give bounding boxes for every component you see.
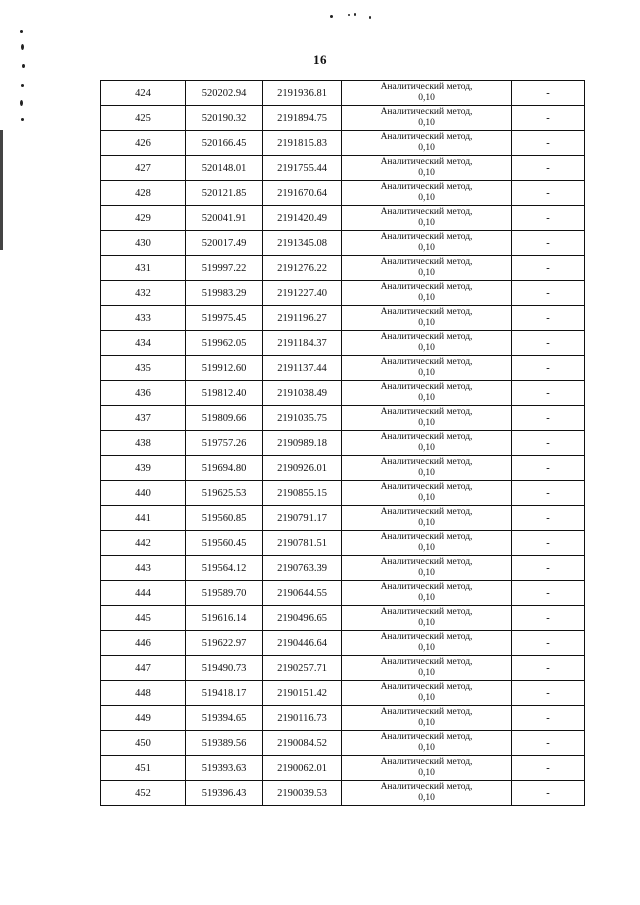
- y-coordinate: 2190763.39: [263, 556, 342, 581]
- method-label: Аналитический метод,: [380, 432, 473, 442]
- table-row: [101, 481, 585, 506]
- accuracy-value: 0,10: [418, 668, 435, 678]
- method-label: Аналитический метод,: [380, 282, 473, 292]
- table-row: [101, 381, 585, 406]
- table-row: [101, 256, 585, 281]
- y-coordinate: 2191755.44: [263, 156, 342, 181]
- note-cell: -: [512, 81, 585, 106]
- note-cell: -: [512, 606, 585, 631]
- y-coordinate: 2190855.15: [263, 481, 342, 506]
- table-row: [101, 631, 585, 656]
- method-label: Аналитический метод,: [380, 607, 473, 617]
- note-cell: -: [512, 706, 585, 731]
- scan-speck: [20, 100, 23, 106]
- method-label: Аналитический метод,: [380, 82, 473, 92]
- accuracy-value: 0,10: [418, 443, 435, 453]
- point-number: 443: [101, 556, 186, 581]
- point-number: 435: [101, 356, 186, 381]
- scan-speck: [330, 15, 333, 18]
- accuracy-value: 0,10: [418, 218, 435, 228]
- note-cell: -: [512, 631, 585, 656]
- y-coordinate: 2191815.83: [263, 131, 342, 156]
- y-coordinate: 2190257.71: [263, 656, 342, 681]
- x-coordinate: 519962.05: [186, 331, 263, 356]
- accuracy-value: 0,10: [418, 593, 435, 603]
- accuracy-value: 0,10: [418, 468, 435, 478]
- y-coordinate: 2190062.01: [263, 756, 342, 781]
- table-row: [101, 156, 585, 181]
- x-coordinate: 519589.70: [186, 581, 263, 606]
- method-cell: [342, 256, 512, 281]
- table-row: [101, 306, 585, 331]
- x-coordinate: 519560.45: [186, 531, 263, 556]
- method-label: Аналитический метод,: [380, 307, 473, 317]
- method-label: Аналитический метод,: [380, 557, 473, 567]
- method-cell: [342, 181, 512, 206]
- point-number: 438: [101, 431, 186, 456]
- table-row: [101, 406, 585, 431]
- method-label: Аналитический метод,: [380, 232, 473, 242]
- y-coordinate: 2191184.37: [263, 331, 342, 356]
- method-label: Аналитический метод,: [380, 682, 473, 692]
- point-number: 444: [101, 581, 186, 606]
- x-coordinate: 519975.45: [186, 306, 263, 331]
- accuracy-value: 0,10: [418, 493, 435, 503]
- point-number: 424: [101, 81, 186, 106]
- note-cell: -: [512, 756, 585, 781]
- table-row: [101, 531, 585, 556]
- x-coordinate: 520041.91: [186, 206, 263, 231]
- accuracy-value: 0,10: [418, 543, 435, 553]
- method-label: Аналитический метод,: [380, 257, 473, 267]
- method-cell: [342, 656, 512, 681]
- y-coordinate: 2190989.18: [263, 431, 342, 456]
- x-coordinate: 519809.66: [186, 406, 263, 431]
- method-cell: [342, 631, 512, 656]
- point-number: 440: [101, 481, 186, 506]
- accuracy-value: 0,10: [418, 518, 435, 528]
- method-label: Аналитический метод,: [380, 707, 473, 717]
- note-cell: -: [512, 431, 585, 456]
- x-coordinate: 519560.85: [186, 506, 263, 531]
- table-row: [101, 131, 585, 156]
- table-row: [101, 581, 585, 606]
- table-row: [101, 706, 585, 731]
- note-cell: -: [512, 581, 585, 606]
- point-number: 452: [101, 781, 186, 806]
- y-coordinate: 2191196.27: [263, 306, 342, 331]
- method-cell: [342, 206, 512, 231]
- accuracy-value: 0,10: [418, 168, 435, 178]
- accuracy-value: 0,10: [418, 393, 435, 403]
- method-label: Аналитический метод,: [380, 632, 473, 642]
- note-cell: -: [512, 131, 585, 156]
- note-cell: -: [512, 156, 585, 181]
- table-row: [101, 781, 585, 806]
- method-label: Аналитический метод,: [380, 657, 473, 667]
- y-coordinate: 2190644.55: [263, 581, 342, 606]
- x-coordinate: 519912.60: [186, 356, 263, 381]
- method-cell: [342, 431, 512, 456]
- method-label: Аналитический метод,: [380, 357, 473, 367]
- note-cell: -: [512, 656, 585, 681]
- y-coordinate: 2191137.44: [263, 356, 342, 381]
- accuracy-value: 0,10: [418, 618, 435, 628]
- x-coordinate: 519616.14: [186, 606, 263, 631]
- accuracy-value: 0,10: [418, 93, 435, 103]
- point-number: 427: [101, 156, 186, 181]
- x-coordinate: 519983.29: [186, 281, 263, 306]
- method-cell: [342, 231, 512, 256]
- method-cell: [342, 131, 512, 156]
- x-coordinate: 520202.94: [186, 81, 263, 106]
- table-row: [101, 681, 585, 706]
- accuracy-value: 0,10: [418, 118, 435, 128]
- note-cell: -: [512, 556, 585, 581]
- method-cell: [342, 756, 512, 781]
- accuracy-value: 0,10: [418, 193, 435, 203]
- y-coordinate: 2190084.52: [263, 731, 342, 756]
- method-label: Аналитический метод,: [380, 207, 473, 217]
- x-coordinate: 520166.45: [186, 131, 263, 156]
- table-row: [101, 506, 585, 531]
- x-coordinate: 519625.53: [186, 481, 263, 506]
- accuracy-value: 0,10: [418, 343, 435, 353]
- x-coordinate: 519812.40: [186, 381, 263, 406]
- accuracy-value: 0,10: [418, 693, 435, 703]
- point-number: 437: [101, 406, 186, 431]
- scan-speck: [21, 44, 24, 50]
- method-label: Аналитический метод,: [380, 157, 473, 167]
- method-label: Аналитический метод,: [380, 582, 473, 592]
- table-row: [101, 281, 585, 306]
- method-label: Аналитический метод,: [380, 332, 473, 342]
- note-cell: -: [512, 456, 585, 481]
- point-number: 429: [101, 206, 186, 231]
- scan-speck: [348, 14, 350, 16]
- accuracy-value: 0,10: [418, 143, 435, 153]
- method-label: Аналитический метод,: [380, 132, 473, 142]
- accuracy-value: 0,10: [418, 318, 435, 328]
- table-row: [101, 331, 585, 356]
- y-coordinate: 2191345.08: [263, 231, 342, 256]
- method-cell: [342, 681, 512, 706]
- note-cell: -: [512, 306, 585, 331]
- point-number: 436: [101, 381, 186, 406]
- method-cell: [342, 506, 512, 531]
- method-cell: [342, 581, 512, 606]
- point-number: 425: [101, 106, 186, 131]
- method-label: Аналитический метод,: [380, 457, 473, 467]
- point-number: 449: [101, 706, 186, 731]
- point-number: 450: [101, 731, 186, 756]
- method-label: Аналитический метод,: [380, 382, 473, 392]
- table-row: [101, 606, 585, 631]
- y-coordinate: 2191936.81: [263, 81, 342, 106]
- table-row: [101, 731, 585, 756]
- note-cell: -: [512, 481, 585, 506]
- method-label: Аналитический метод,: [380, 407, 473, 417]
- y-coordinate: 2190039.53: [263, 781, 342, 806]
- point-number: 448: [101, 681, 186, 706]
- method-cell: [342, 456, 512, 481]
- method-cell: [342, 381, 512, 406]
- table-row: [101, 756, 585, 781]
- method-cell: [342, 731, 512, 756]
- point-number: 432: [101, 281, 186, 306]
- y-coordinate: 2190116.73: [263, 706, 342, 731]
- y-coordinate: 2190446.64: [263, 631, 342, 656]
- method-cell: [342, 306, 512, 331]
- x-coordinate: 520148.01: [186, 156, 263, 181]
- y-coordinate: 2190791.17: [263, 506, 342, 531]
- x-coordinate: 520017.49: [186, 231, 263, 256]
- x-coordinate: 519622.97: [186, 631, 263, 656]
- y-coordinate: 2191670.64: [263, 181, 342, 206]
- method-cell: [342, 406, 512, 431]
- x-coordinate: 519389.56: [186, 731, 263, 756]
- y-coordinate: 2191227.40: [263, 281, 342, 306]
- coordinates-table: [100, 80, 585, 806]
- method-cell: [342, 331, 512, 356]
- accuracy-value: 0,10: [418, 718, 435, 728]
- table-row: [101, 231, 585, 256]
- method-cell: [342, 481, 512, 506]
- x-coordinate: 519490.73: [186, 656, 263, 681]
- note-cell: -: [512, 731, 585, 756]
- page-number: 16: [313, 52, 327, 67]
- accuracy-value: 0,10: [418, 768, 435, 778]
- scan-speck: [21, 84, 24, 87]
- x-coordinate: 519396.43: [186, 781, 263, 806]
- x-coordinate: 519564.12: [186, 556, 263, 581]
- point-number: 439: [101, 456, 186, 481]
- method-cell: [342, 531, 512, 556]
- point-number: 446: [101, 631, 186, 656]
- note-cell: -: [512, 181, 585, 206]
- note-cell: -: [512, 781, 585, 806]
- point-number: 451: [101, 756, 186, 781]
- method-label: Аналитический метод,: [380, 532, 473, 542]
- method-cell: [342, 106, 512, 131]
- y-coordinate: 2190496.65: [263, 606, 342, 631]
- y-coordinate: 2190781.51: [263, 531, 342, 556]
- accuracy-value: 0,10: [418, 243, 435, 253]
- method-cell: [342, 81, 512, 106]
- method-label: Аналитический метод,: [380, 482, 473, 492]
- y-coordinate: 2190926.01: [263, 456, 342, 481]
- table-row: [101, 556, 585, 581]
- note-cell: -: [512, 106, 585, 131]
- x-coordinate: 519393.63: [186, 756, 263, 781]
- x-coordinate: 519694.80: [186, 456, 263, 481]
- point-number: 428: [101, 181, 186, 206]
- note-cell: -: [512, 281, 585, 306]
- accuracy-value: 0,10: [418, 743, 435, 753]
- table-row: [101, 356, 585, 381]
- y-coordinate: 2191038.49: [263, 381, 342, 406]
- table-row: [101, 106, 585, 131]
- note-cell: -: [512, 231, 585, 256]
- accuracy-value: 0,10: [418, 268, 435, 278]
- x-coordinate: 519997.22: [186, 256, 263, 281]
- method-cell: [342, 706, 512, 731]
- note-cell: -: [512, 506, 585, 531]
- note-cell: -: [512, 531, 585, 556]
- point-number: 445: [101, 606, 186, 631]
- x-coordinate: 520190.32: [186, 106, 263, 131]
- method-cell: [342, 356, 512, 381]
- scan-speck: [369, 16, 371, 19]
- method-cell: [342, 781, 512, 806]
- note-cell: -: [512, 331, 585, 356]
- note-cell: -: [512, 681, 585, 706]
- table-row: [101, 456, 585, 481]
- point-number: 431: [101, 256, 186, 281]
- scan-speck: [21, 118, 24, 121]
- scan-speck: [354, 13, 356, 16]
- point-number: 433: [101, 306, 186, 331]
- accuracy-value: 0,10: [418, 293, 435, 303]
- point-number: 447: [101, 656, 186, 681]
- method-cell: [342, 156, 512, 181]
- scan-speck: [20, 30, 23, 33]
- table-row: [101, 656, 585, 681]
- method-cell: [342, 281, 512, 306]
- y-coordinate: 2190151.42: [263, 681, 342, 706]
- note-cell: -: [512, 381, 585, 406]
- note-cell: -: [512, 256, 585, 281]
- point-number: 426: [101, 131, 186, 156]
- method-cell: [342, 606, 512, 631]
- scan-edge: [0, 130, 3, 250]
- accuracy-value: 0,10: [418, 418, 435, 428]
- accuracy-value: 0,10: [418, 568, 435, 578]
- table-row: [101, 81, 585, 106]
- method-label: Аналитический метод,: [380, 757, 473, 767]
- method-label: Аналитический метод,: [380, 107, 473, 117]
- accuracy-value: 0,10: [418, 368, 435, 378]
- y-coordinate: 2191276.22: [263, 256, 342, 281]
- point-number: 434: [101, 331, 186, 356]
- y-coordinate: 2191894.75: [263, 106, 342, 131]
- method-label: Аналитический метод,: [380, 507, 473, 517]
- method-cell: [342, 556, 512, 581]
- note-cell: -: [512, 206, 585, 231]
- x-coordinate: 519418.17: [186, 681, 263, 706]
- point-number: 430: [101, 231, 186, 256]
- note-cell: -: [512, 356, 585, 381]
- table-row: [101, 431, 585, 456]
- note-cell: -: [512, 406, 585, 431]
- table-row: [101, 206, 585, 231]
- x-coordinate: 519394.65: [186, 706, 263, 731]
- accuracy-value: 0,10: [418, 793, 435, 803]
- method-label: Аналитический метод,: [380, 732, 473, 742]
- method-label: Аналитический метод,: [380, 182, 473, 192]
- table-row: [101, 181, 585, 206]
- y-coordinate: 2191035.75: [263, 406, 342, 431]
- x-coordinate: 520121.85: [186, 181, 263, 206]
- point-number: 442: [101, 531, 186, 556]
- y-coordinate: 2191420.49: [263, 206, 342, 231]
- point-number: 441: [101, 506, 186, 531]
- x-coordinate: 519757.26: [186, 431, 263, 456]
- accuracy-value: 0,10: [418, 643, 435, 653]
- method-label: Аналитический метод,: [380, 782, 473, 792]
